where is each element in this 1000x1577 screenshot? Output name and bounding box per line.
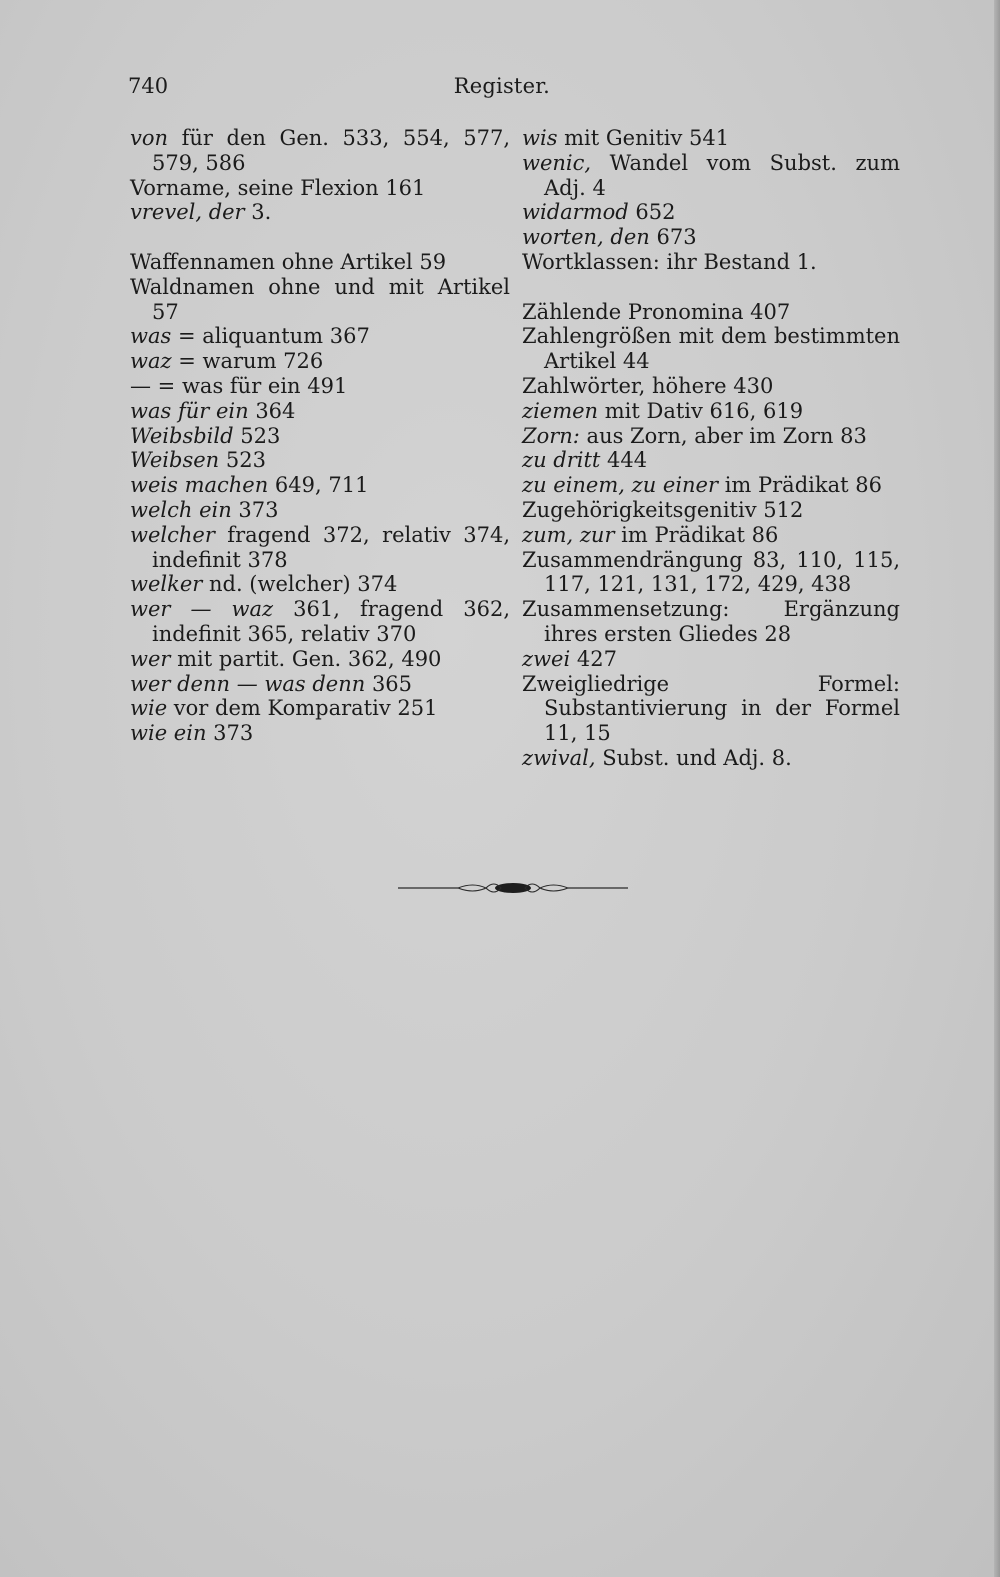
entry-gap	[130, 225, 510, 250]
index-references: 649, 711	[268, 473, 369, 498]
index-term: wie ein	[130, 721, 207, 746]
index-references: Vorname, seine Flexion 161	[130, 175, 426, 200]
index-term: welker	[130, 572, 203, 597]
index-term: von	[130, 126, 169, 150]
index-term: wer — waz	[130, 597, 274, 622]
index-entry	[522, 324, 900, 374]
index-references: Zählende Pronomina 407	[522, 299, 791, 324]
index-term: vrevel, der	[130, 200, 245, 225]
index-entry	[522, 597, 900, 647]
index-references: 673	[649, 225, 697, 250]
page-number: 740	[128, 74, 169, 98]
index-references: Subst. und Adj. 8.	[595, 745, 792, 770]
index-entry	[522, 300, 900, 325]
index-entry	[130, 597, 510, 647]
index-entry	[522, 448, 900, 473]
index-term: zu einem, zu einer	[522, 473, 719, 498]
index-term: welch ein	[130, 497, 232, 522]
index-references: Zusammensetzung: Ergänzung ihres ersten Gliedes 28	[522, 597, 900, 646]
index-term: widarmod	[522, 200, 629, 225]
index-references: mit Genitiv 541	[557, 126, 730, 150]
index-entry	[130, 672, 510, 697]
entry-gap	[522, 275, 900, 300]
index-term: Weibsen	[130, 448, 220, 473]
index-references: 373	[231, 497, 279, 522]
index-entry	[130, 349, 510, 374]
index-references: Waffennamen ohne Artikel 59	[130, 249, 447, 274]
index-term: was für ein	[130, 398, 249, 423]
index-entry	[522, 498, 900, 523]
page-header	[128, 74, 550, 102]
index-references: = aliquantum 367	[171, 324, 370, 349]
index-references: 373	[206, 721, 254, 746]
page-edge-shadow	[994, 0, 1000, 1577]
index-entry	[130, 473, 510, 498]
index-term: waz	[130, 349, 172, 374]
index-references: 3.	[244, 200, 272, 225]
index-references: im Prädikat 86	[718, 473, 882, 498]
index-references: Wandel vom Subst. zum Adj. 4	[544, 150, 900, 200]
index-entry	[130, 126, 510, 176]
index-entry	[130, 324, 510, 349]
index-references: Zahlwörter, höhere 430	[522, 373, 774, 398]
index-entry	[130, 250, 510, 275]
index-term: zum, zur	[522, 522, 615, 547]
index-entry	[522, 225, 900, 250]
index-term: wer denn — was denn	[130, 671, 366, 696]
index-entry	[130, 200, 510, 225]
index-references: mit Dativ 616, 619	[598, 398, 804, 423]
index-references: für den Gen. 533, 554, 577, 579, 586	[152, 126, 510, 175]
index-references: 444	[600, 448, 648, 473]
index-entry	[130, 399, 510, 424]
index-term: wis	[522, 126, 558, 150]
index-references: = warum 726	[171, 349, 324, 374]
index-term: worten, den	[522, 225, 650, 250]
end-ornament	[398, 876, 628, 900]
index-entry	[522, 374, 900, 399]
index-entry	[130, 424, 510, 449]
index-references: fragend 372, relativ 374, indefinit 378	[152, 522, 510, 572]
index-references: Zusammendrängung 83, 110, 115, 117, 121, 131, 172, 429, 438	[522, 547, 900, 597]
index-term: welcher	[130, 522, 215, 547]
index-entry	[522, 151, 900, 201]
index-references: — = was für ein 491	[130, 373, 348, 398]
index-term: was	[130, 324, 172, 349]
index-entry	[522, 672, 900, 746]
index-term: zwival,	[522, 745, 596, 770]
index-term: weis machen	[130, 473, 269, 498]
index-entry	[522, 523, 900, 548]
index-references: mit partit. Gen. 362, 490	[170, 646, 442, 671]
index-entry	[522, 548, 900, 598]
index-references: 364	[248, 398, 296, 423]
index-entry	[130, 721, 510, 746]
index-entry	[522, 250, 900, 275]
index-term: ziemen	[522, 398, 599, 423]
index-entry	[130, 523, 510, 573]
index-entry	[522, 473, 900, 498]
index-references: Wortklassen: ihr Bestand 1.	[522, 249, 817, 274]
index-entry	[130, 374, 510, 399]
index-entry	[522, 200, 900, 225]
index-references: 427	[570, 646, 617, 671]
index-references: Zugehörigkeitsgenitiv 512	[522, 497, 804, 522]
index-term: wer	[130, 646, 171, 671]
index-entry	[522, 126, 900, 151]
index-references: Zahlengrößen mit dem bestimmten Artikel 44	[522, 324, 900, 374]
index-entry	[130, 647, 510, 672]
index-entry	[130, 696, 510, 721]
index-references: 361, fragend 362, indefinit 365, relativ 370	[152, 597, 510, 646]
index-entry	[522, 399, 900, 424]
index-references: im Prädikat 86	[614, 522, 779, 547]
index-term: wie	[130, 696, 168, 721]
index-references: 523	[233, 423, 281, 448]
index-references: aus Zorn, aber im Zorn 83	[579, 423, 867, 448]
index-entry	[130, 275, 510, 325]
index-column-right	[522, 126, 900, 771]
index-references: Zweigliedrige Formel: Substantivierung in der Formel 11, 15	[522, 671, 900, 746]
index-term: wenic,	[522, 150, 592, 175]
index-term: zwei	[522, 646, 571, 671]
index-entry	[522, 424, 900, 449]
index-references: 652	[628, 200, 676, 225]
index-references: 523	[219, 448, 266, 473]
index-entry	[130, 572, 510, 597]
index-entry	[522, 746, 900, 771]
index-entry	[130, 448, 510, 473]
index-references: nd. (welcher) 374	[202, 572, 398, 597]
index-entry	[522, 647, 900, 672]
running-head: Register.	[453, 74, 550, 98]
index-references: vor dem Komparativ 251	[167, 696, 438, 721]
index-term: Weibsbild	[130, 423, 234, 448]
index-term: Zorn:	[522, 423, 580, 448]
index-entry	[130, 498, 510, 523]
index-references: 365	[365, 671, 413, 696]
index-term: zu dritt	[522, 448, 601, 473]
index-references: Waldnamen ohne und mit Artikel 57	[130, 274, 510, 324]
index-entry	[130, 176, 510, 201]
index-column-left	[130, 126, 510, 746]
